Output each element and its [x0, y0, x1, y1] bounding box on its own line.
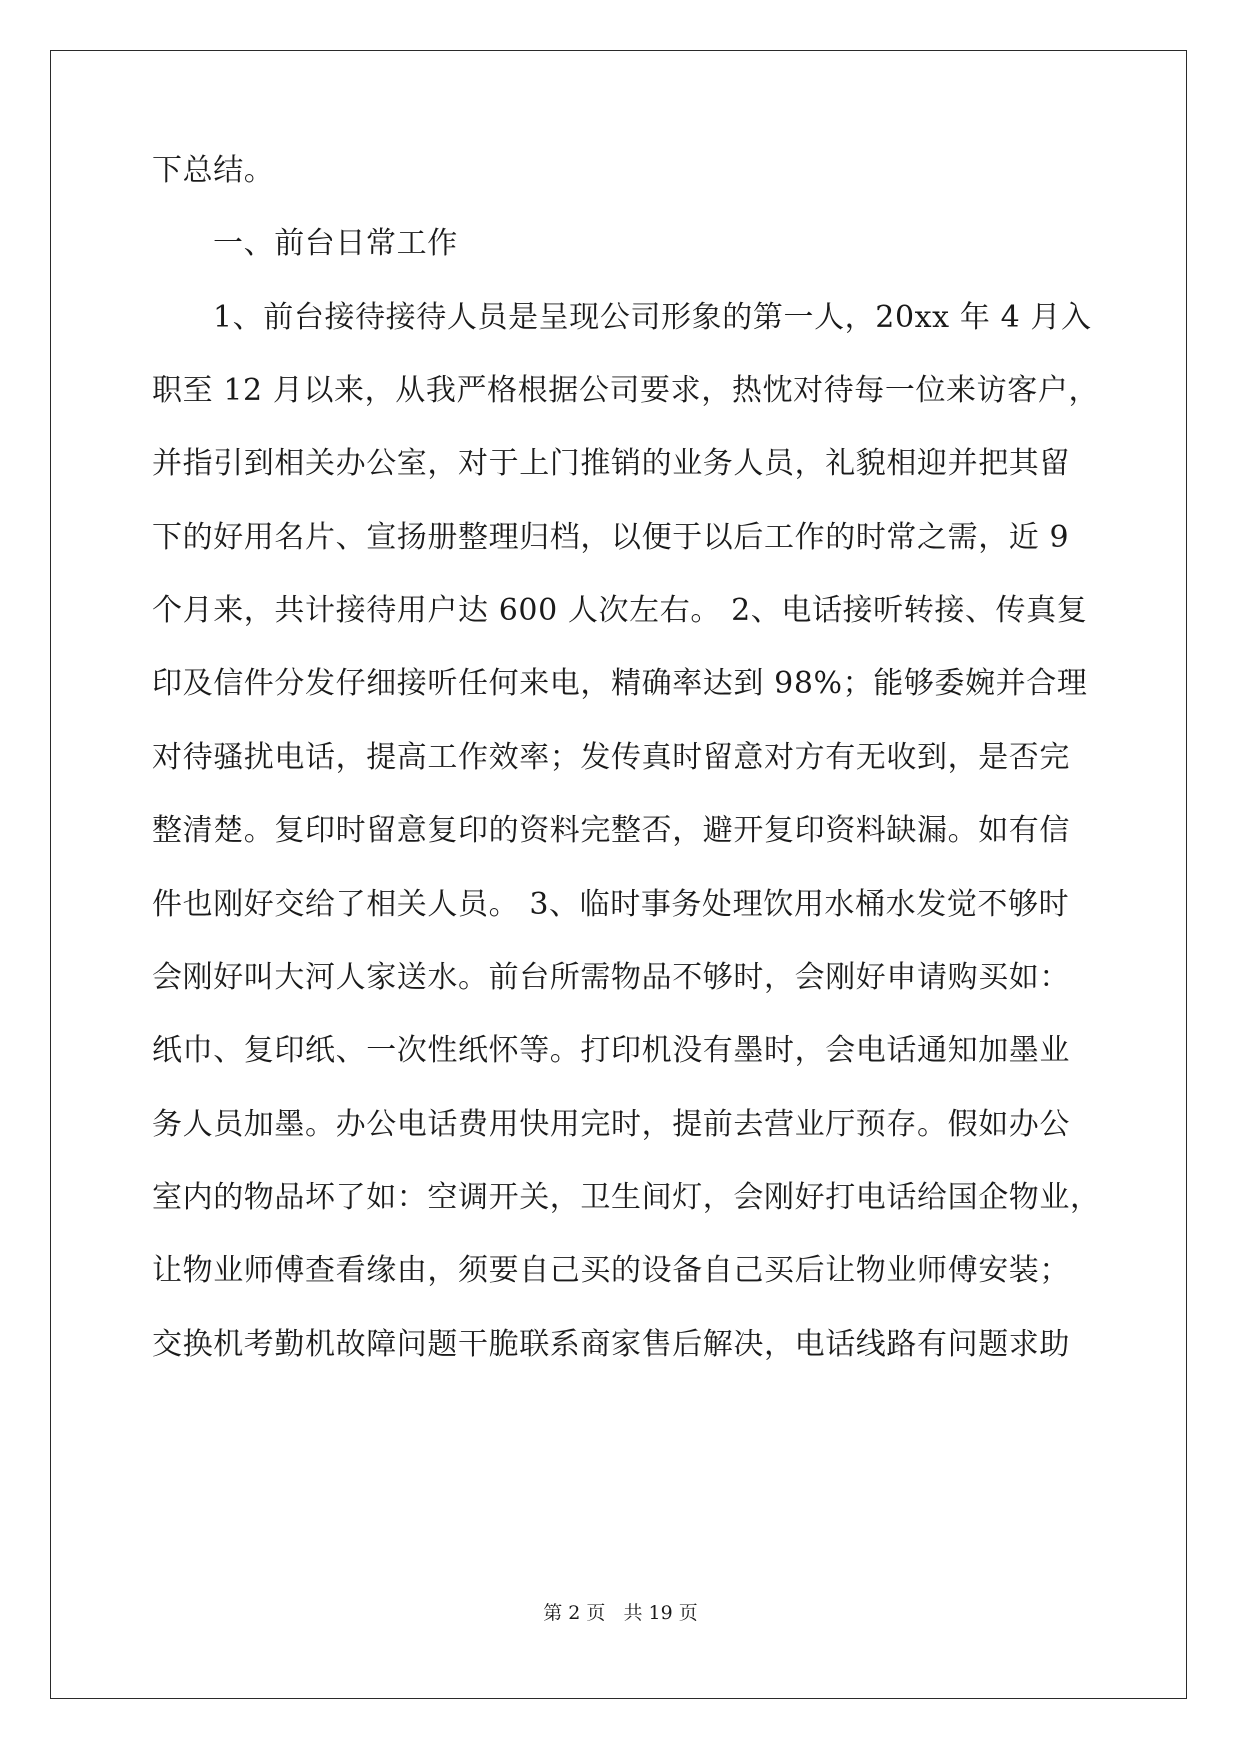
text-line: 1、前台接待接待人员是呈现公司形象的第一人，20xx 年 4 月入	[213, 300, 1092, 335]
text-line: 交换机考勤机故障问题干脆联系商家售后解决，电话线路有问题求助	[152, 1327, 1070, 1362]
section-heading: 一、前台日常工作	[213, 226, 458, 261]
text-line: 下的好用名片、宣扬册整理归档，以便于以后工作的时常之需，近 9	[152, 520, 1070, 555]
text-line: 室内的物品坏了如：空调开关，卫生间灯，会刚好打电话给国企物业，	[152, 1180, 1101, 1215]
text-line: 会刚好叫大河人家送水。前台所需物品不够时，会刚好申请购买如：	[152, 960, 1070, 995]
text-line: 并指引到相关办公室，对于上门推销的业务人员，礼貌相迎并把其留	[152, 446, 1070, 481]
text-line: 下总结。	[152, 153, 275, 188]
page-number-footer: 第 2 页 共 19 页	[543, 1602, 698, 1624]
text-line: 整清楚。复印时留意复印的资料完整否，避开复印资料缺漏。如有信	[152, 813, 1070, 848]
text-line: 务人员加墨。办公电话费用快用完时，提前去营业厅预存。假如办公	[152, 1107, 1070, 1142]
text-line: 纸巾、复印纸、一次性纸怀等。打印机没有墨时，会电话通知加墨业	[152, 1033, 1070, 1068]
text-line: 件也刚好交给了相关人员。 3、临时事务处理饮用水桶水发觉不够时	[152, 887, 1070, 922]
text-line: 职至 12 月以来，从我严格根据公司要求，热忱对待每一位来访客户，	[152, 373, 1100, 408]
text-line: 个月来，共计接待用户达 600 人次左右。 2、电话接听转接、传真复	[152, 593, 1088, 628]
text-line: 对待骚扰电话，提高工作效率；发传真时留意对方有无收到，是否完	[152, 740, 1070, 775]
text-line: 让物业师傅查看缘由，须要自己买的设备自己买后让物业师傅安装；	[152, 1253, 1070, 1288]
text-line: 印及信件分发仔细接听任何来电，精确率达到 98%；能够委婉并合理	[152, 666, 1088, 701]
